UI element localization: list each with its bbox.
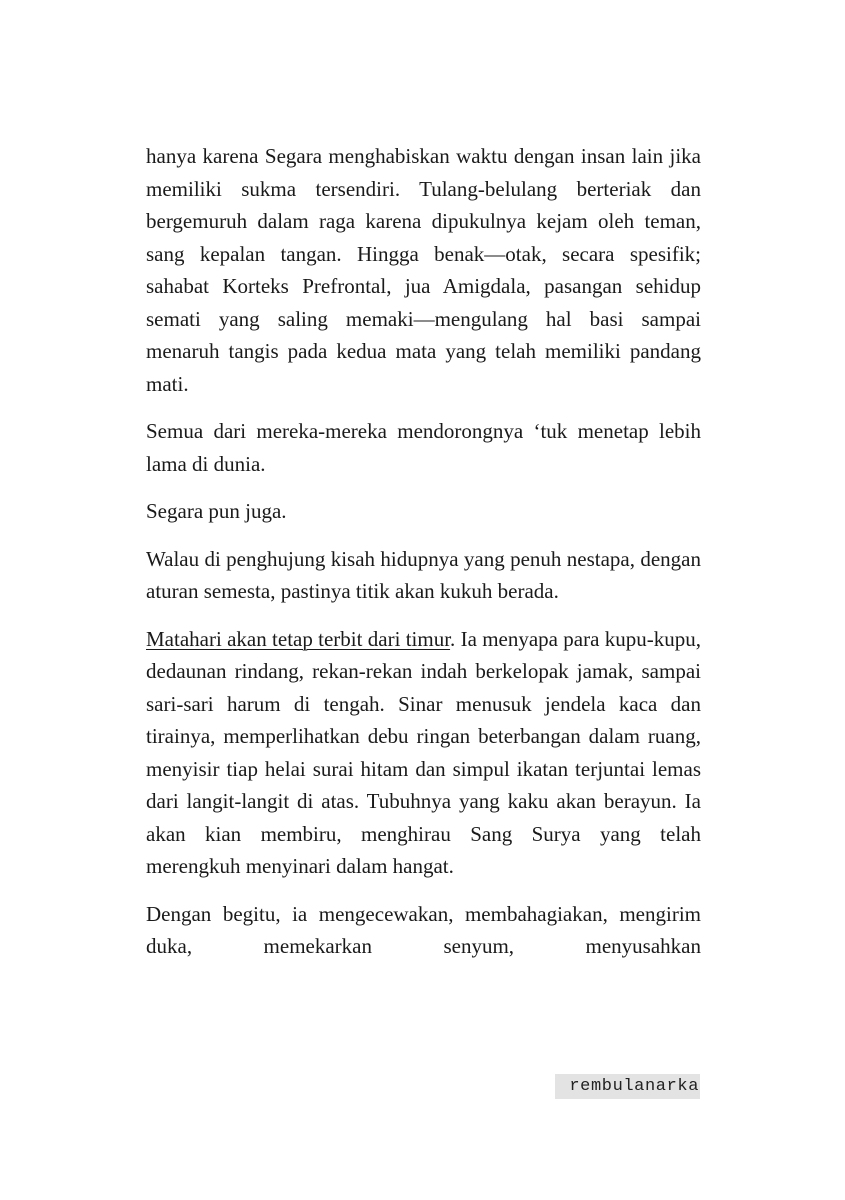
author-watermark: rembulanarka: [555, 1074, 700, 1099]
paragraph-1: hanya karena Segara menghabiskan waktu dengan insan lain jika memiliki sukma tersendiri. Tulang-belulang berteriak dan bergemuruh dalam raga karena dipukulnya kejam oleh teman, sang kepalan tangan. Hingga benak—otak, secara spesifik; sahabat Korteks Prefrontal, jua Amigdala, pasangan sehidup semati yang saling memaki—mengulang hal basi sampai menaruh tangis pada kedua mata yang telah memiliki pandang mati.: [146, 144, 701, 396]
paragraph-4: Walau di penghujung kisah hidupnya yang penuh nestapa, dengan aturan semesta, pastinya titik akan kukuh berada.: [146, 546, 701, 603]
underlined-phrase: Matahari akan tetap terbit dari timur: [146, 626, 451, 651]
paragraph-5-text: . Ia menyapa para kupu-kupu, dedaunan rindang, rekan-rekan indah berkelopak jamak, sampai sari-sari harum di tengah. Sinar menusuk jendela kaca dan tirainya, memperlihatkan debu ringan beterbangan dalam ruang, menyisir tiap helai surai hitam dan simpul ikatan terjuntai lemas dari langit-langit di atas. Tubuhnya yang kaku akan berayun. Ia akan kian membiru, menghirau Sang Surya yang telah merengkuh menyinari dalam hangat.: [146, 626, 701, 878]
document-page: [146, 140, 701, 978]
paragraph-3: Segara pun juga.: [146, 499, 287, 523]
paragraph-5: [146, 623, 701, 883]
paragraph-6: Dengan begitu, ia mengecewakan, membahagiakan, mengirim duka, memekarkan senyum, menyusahkan: [146, 901, 701, 958]
paragraph-2: Semua dari mereka-mereka mendorongnya ‘tuk menetap lebih lama di dunia.: [146, 419, 701, 476]
